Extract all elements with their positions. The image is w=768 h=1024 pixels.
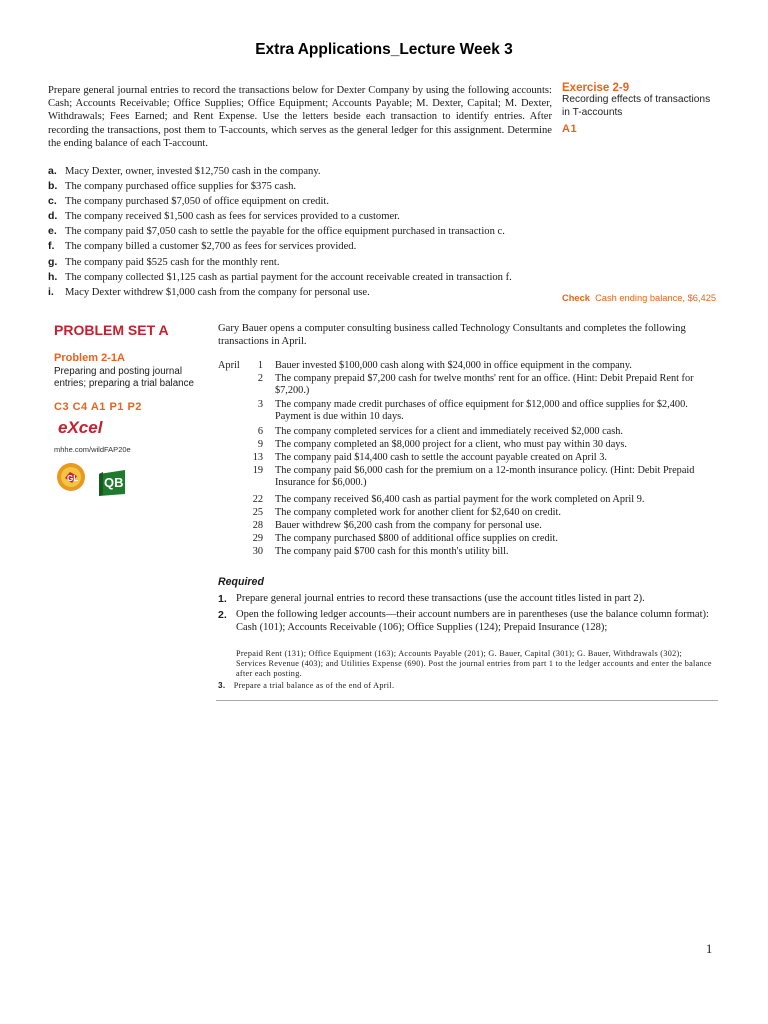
item-letter: g. <box>48 255 58 268</box>
item-text: Macy Dexter, owner, invested $12,750 cash in the company. <box>65 166 321 177</box>
item-text: The company paid $525 cash for the monthly rent. <box>65 256 280 268</box>
exercise-number: Exercise 2-9 <box>562 82 630 94</box>
list-item <box>48 285 568 300</box>
list-item <box>48 164 568 179</box>
requirement-text: Prepare a trial balance as of the end of April. <box>233 681 395 690</box>
item-letter: f. <box>48 240 55 253</box>
transaction-text: The company paid $700 cash for this month's utility bill. <box>275 546 509 557</box>
list-item <box>48 224 568 239</box>
transaction-text: Bauer invested $100,000 cash along with $24,000 in office equipment in the company. <box>275 360 632 371</box>
transaction-day: 2 <box>257 373 263 384</box>
problem-objective-codes: C3 C4 A1 P1 P2 <box>54 401 142 413</box>
requirement-continuation: Prepaid Rent (131); Office Equipment (163); Accounts Payable (201); G. Bauer, Capital (301); G. Bauer, Withdrawals (302); Services Revenue (403); and Utilities Expense (690). Post the journal entries from part 1 to the ledger accounts and enter the balance after each posting. <box>236 649 712 678</box>
transaction-day: 29 <box>252 533 263 544</box>
transaction-day: 9 <box>257 439 263 450</box>
transaction-day: 22 <box>252 494 263 505</box>
check-figure <box>562 293 716 303</box>
problem-description-line2: entries; preparing a trial balance <box>54 378 194 390</box>
requirement-number: 3. <box>218 681 226 690</box>
item-letter: h. <box>48 270 58 283</box>
exercise-objective-code: A1 <box>562 123 578 135</box>
exercise-transaction-list <box>48 164 568 300</box>
item-letter: d. <box>48 210 58 223</box>
check-text: Cash ending balance, $6,425 <box>595 293 717 303</box>
check-label: Check <box>562 293 590 303</box>
transaction-text: The company completed work for another client for $2,640 on credit. <box>275 507 561 518</box>
list-item <box>48 270 568 285</box>
transaction-text: The company paid $14,400 cash to settle the account payable created on April 3. <box>275 452 607 463</box>
transaction-text: The company completed services for a client and immediately received $2,000 cash. <box>275 426 623 437</box>
transaction-text: The company received $6,400 cash as partial payment for the work completed on April 9. <box>275 494 645 505</box>
required-heading: Required <box>218 576 264 588</box>
transaction-text: The company purchased $800 of additional office supplies on credit. <box>275 533 558 544</box>
transaction-day: 30 <box>252 546 263 557</box>
item-text: The company paid $7,050 cash to settle the payable for the office equipment purchased in transaction c. <box>65 226 505 238</box>
exercise-sidebar <box>562 82 742 135</box>
section-divider <box>216 700 718 701</box>
transaction-day: 28 <box>252 520 263 531</box>
item-letter: b. <box>48 180 58 193</box>
problem-description-line1: Preparing and posting journal <box>54 366 182 377</box>
transaction-day: 1 <box>257 360 263 371</box>
requirement-number: 2. <box>218 609 227 621</box>
item-text: The company collected $1,125 cash as partial payment for the account receivable created in transaction f. <box>65 271 512 283</box>
transaction-text: The company completed an $8,000 project for a client, who must pay within 30 days. <box>275 439 628 450</box>
transaction-month: April <box>218 360 240 371</box>
problem-number: Problem 2-1A <box>54 352 125 364</box>
item-letter: c. <box>48 195 57 208</box>
general-ledger-icon <box>56 462 86 492</box>
problem-set-heading: PROBLEM SET A <box>54 322 169 338</box>
transaction-text: The company prepaid $7,200 cash for twelve months' rent for an office. (Hint: Debit Prepaid Rent for $7,200.) <box>275 373 694 397</box>
page-number: 1 <box>706 942 713 956</box>
item-letter: i. <box>48 285 54 298</box>
exercise-description-line1: Recording effects of transactions <box>562 94 711 105</box>
requirement-text: Prepare general journal entries to record these transactions (use the account titles listed in part 2). <box>236 593 645 604</box>
item-letter: e. <box>48 225 57 238</box>
page-title: Extra Applications_Lecture Week 3 <box>255 41 513 58</box>
item-letter: a. <box>48 165 57 177</box>
transaction-text: The company made credit purchases of office equipment for $12,000 and office supplies for $2,400. Payment is due within 10 days. <box>275 399 688 423</box>
transaction-day: 6 <box>257 426 263 437</box>
problem-description <box>54 366 214 391</box>
requirement-item <box>218 681 394 690</box>
excel-logo: eXcel <box>58 418 103 437</box>
exercise-description-line2: in T-accounts <box>562 106 623 118</box>
transaction-text: The company paid $6,000 cash for the premium on a 12-month insurance policy. (Hint: Debit Prepaid Insurance for $6,000.) <box>275 465 695 489</box>
transaction-day: 19 <box>252 465 263 476</box>
list-item <box>48 255 568 270</box>
list-item <box>48 194 568 209</box>
transaction-text: Bauer withdrew $6,200 cash from the company for personal use. <box>275 520 542 531</box>
transaction-day: 13 <box>252 452 263 463</box>
item-text: The company purchased office supplies for $375 cash. <box>65 181 297 193</box>
exercise-instructions: Prepare general journal entries to record the transactions below for Dexter Company by using the following accounts: Cash; Accounts Receivable; Office Supplies; Office Equipment; Accounts Payable; M. Dexter, Capital; M. Dexter, Withdrawals; Fees Earned; and Rent Expense. Use the letters beside each transaction to identify entries. After recording the transactions, post them to T-accounts, which serves as the general ledger for this assignment. Determine the ending balance of each T-account. <box>48 85 552 149</box>
list-item <box>48 179 568 194</box>
quickbooks-label: QB <box>104 475 124 490</box>
transaction-day: 25 <box>252 507 263 518</box>
list-item <box>48 209 568 224</box>
item-text: The company purchased $7,050 of office equipment on credit. <box>65 196 329 208</box>
transaction-day: 3 <box>257 399 263 410</box>
requirement-text: Open the following ledger accounts—their account numbers are in parentheses (use the balance column format): Cash (101); Accounts Receivable (106); Office Supplies (124); Prepaid Insurance (128); <box>236 609 709 633</box>
item-text: The company billed a customer $2,700 as fees for services provided. <box>65 241 357 253</box>
requirement-number: 1. <box>218 593 227 605</box>
item-text: The company received $1,500 cash as fees for services provided to a customer. <box>65 211 400 223</box>
svg-text:GL: GL <box>67 474 79 483</box>
excel-url: mhhe.com/wildFAP20e <box>54 445 131 454</box>
quickbooks-icon <box>95 468 129 498</box>
list-item <box>48 239 568 254</box>
item-text: Macy Dexter withdrew $1,000 cash from the company for personal use. <box>65 286 370 298</box>
problem-intro: Gary Bauer opens a computer consulting business called Technology Consultants and completes the following transactions in April. <box>218 323 686 347</box>
